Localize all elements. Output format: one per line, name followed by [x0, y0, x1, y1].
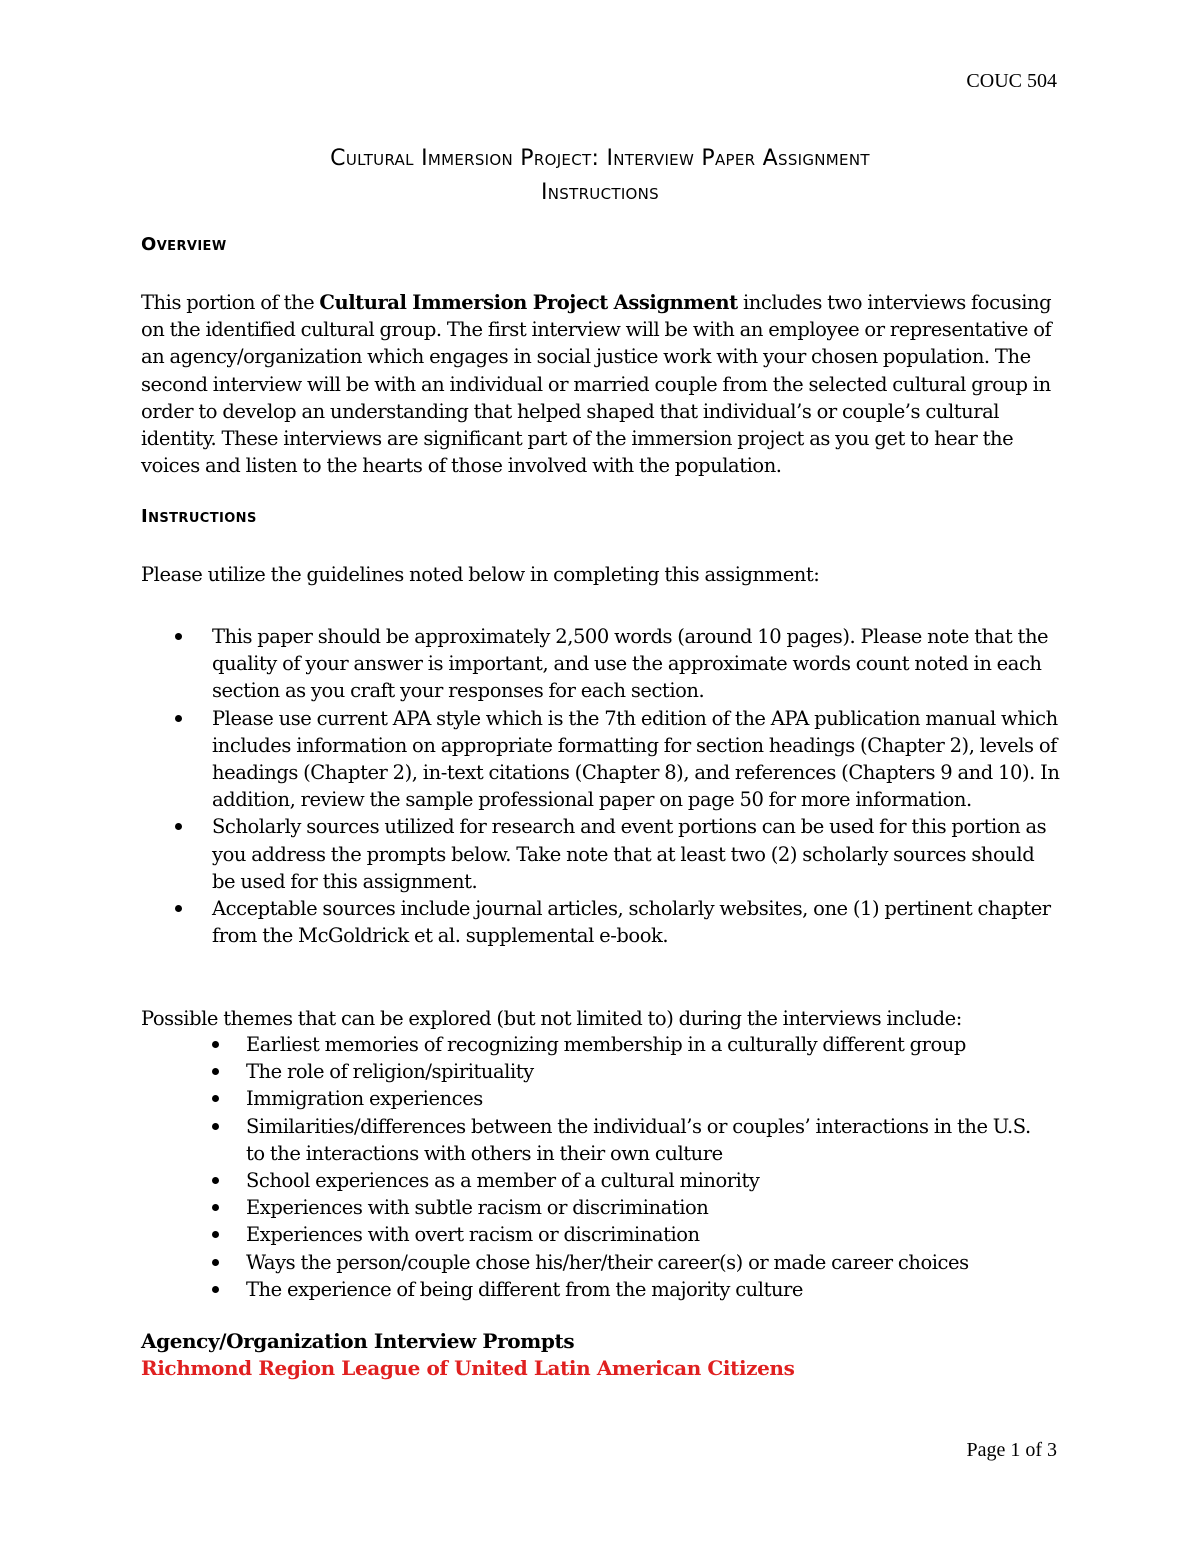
list-item — [141, 1058, 1061, 1085]
theme-text: Experiences with overt racism or discrimination — [246, 1223, 700, 1247]
list-item — [141, 1221, 1061, 1248]
course-code-header: COUC 504 — [966, 70, 1057, 92]
title-line-2: Instructions — [540, 180, 659, 205]
list-item — [141, 705, 1061, 814]
theme-text: School experiences as a member of a cultural minority — [246, 1169, 760, 1193]
list-item — [141, 1276, 1061, 1303]
title-line-1: Cultural Immersion Project: Interview Paper Assignment — [330, 146, 870, 171]
bullet-icon — [212, 1286, 219, 1293]
bullet-icon — [212, 1068, 219, 1075]
theme-text: Ways the person/couple chose his/her/their career(s) or made career choices — [246, 1250, 969, 1274]
bullet-icon — [175, 823, 182, 830]
guideline-text: This paper should be approximately 2,500 words (around 10 pages). Please note that the quality of your answer is important, and use the approximate words count noted in each section as you craft your responses for each section. — [212, 625, 1049, 703]
overview-heading: Overview — [141, 234, 227, 255]
instructions-heading: Instructions — [141, 506, 257, 527]
list-item — [141, 1031, 1061, 1058]
bullet-icon — [175, 905, 182, 912]
bullet-icon — [175, 633, 182, 640]
list-item — [141, 895, 1061, 949]
agency-prompts-heading: Agency/Organization Interview Prompts — [141, 1329, 575, 1353]
guideline-text: Acceptable sources include journal articles, scholarly websites, one (1) pertinent chapter from the McGoldrick et al. supplemental e-book. — [212, 897, 1051, 948]
bullet-icon — [212, 1177, 219, 1184]
bullet-icon — [212, 1231, 219, 1238]
theme-text: Experiences with subtle racism or discrimination — [246, 1196, 709, 1220]
agency-name: Richmond Region League of United Latin American Citizens — [141, 1356, 795, 1380]
list-item — [141, 1113, 1061, 1167]
bullet-icon — [212, 1204, 219, 1211]
guideline-text: Scholarly sources utilized for research and event portions can be used for this portion as you address the prompts below. Take note that at least two (2) scholarly sources should be used for this assignment. — [212, 815, 1047, 893]
list-item — [141, 1249, 1061, 1276]
list-item — [141, 623, 1061, 705]
overview-text-after: includes two interviews focusing on the identified cultural group. The first interview will be with an employee or representative of an agency/organization which engages in social justice work with your chosen population. The second interview will be with an individual or married couple from the selected cultural group in order to develop an understanding that helped shaped that individual’s or couple’s cultural identity. These interviews are significant part of the immersion project as you get to hear the voices and listen to the hearts of those involved with the population. — [141, 291, 1052, 478]
theme-text: The role of religion/spirituality — [246, 1060, 534, 1084]
bullet-icon — [212, 1259, 219, 1266]
themes-intro: Possible themes that can be explored (but not limited to) during the interviews include: — [141, 1007, 962, 1030]
overview-paragraph — [141, 289, 1061, 479]
themes-list — [141, 1031, 1061, 1303]
instructions-intro: Please utilize the guidelines noted below in completing this assignment: — [141, 563, 820, 586]
list-item — [141, 1167, 1061, 1194]
list-item — [141, 1194, 1061, 1221]
theme-text: Earliest memories of recognizing membership in a culturally different group — [246, 1033, 966, 1056]
guideline-text: Please use current APA style which is the 7th edition of the APA publication manual which includes information on appropriate formatting for section headings (Chapter 2), levels of headings (Chapter 2), in-text citations (Chapter 8), and references (Chapters 9 and 10). In addition, review the sample professional paper on page 50 for more information. — [212, 706, 1060, 812]
overview-text-before: This portion of the — [141, 291, 320, 314]
guidelines-list — [141, 623, 1061, 949]
page-number: Page 1 of 3 — [966, 1439, 1057, 1461]
bullet-icon — [175, 715, 182, 722]
theme-text: The experience of being different from the majority culture — [246, 1277, 804, 1301]
page-title — [140, 142, 1060, 210]
bullet-icon — [212, 1123, 219, 1130]
bullet-icon — [212, 1041, 219, 1048]
list-item — [141, 813, 1061, 895]
overview-bold-phrase: Cultural Immersion Project Assignment — [319, 291, 738, 314]
theme-text: Similarities/differences between the individual’s or couples’ interactions in the U.S. to the interactions with others in their own culture — [246, 1114, 1031, 1165]
list-item — [141, 1085, 1061, 1112]
theme-text: Immigration experiences — [246, 1087, 483, 1111]
bullet-icon — [212, 1095, 219, 1102]
